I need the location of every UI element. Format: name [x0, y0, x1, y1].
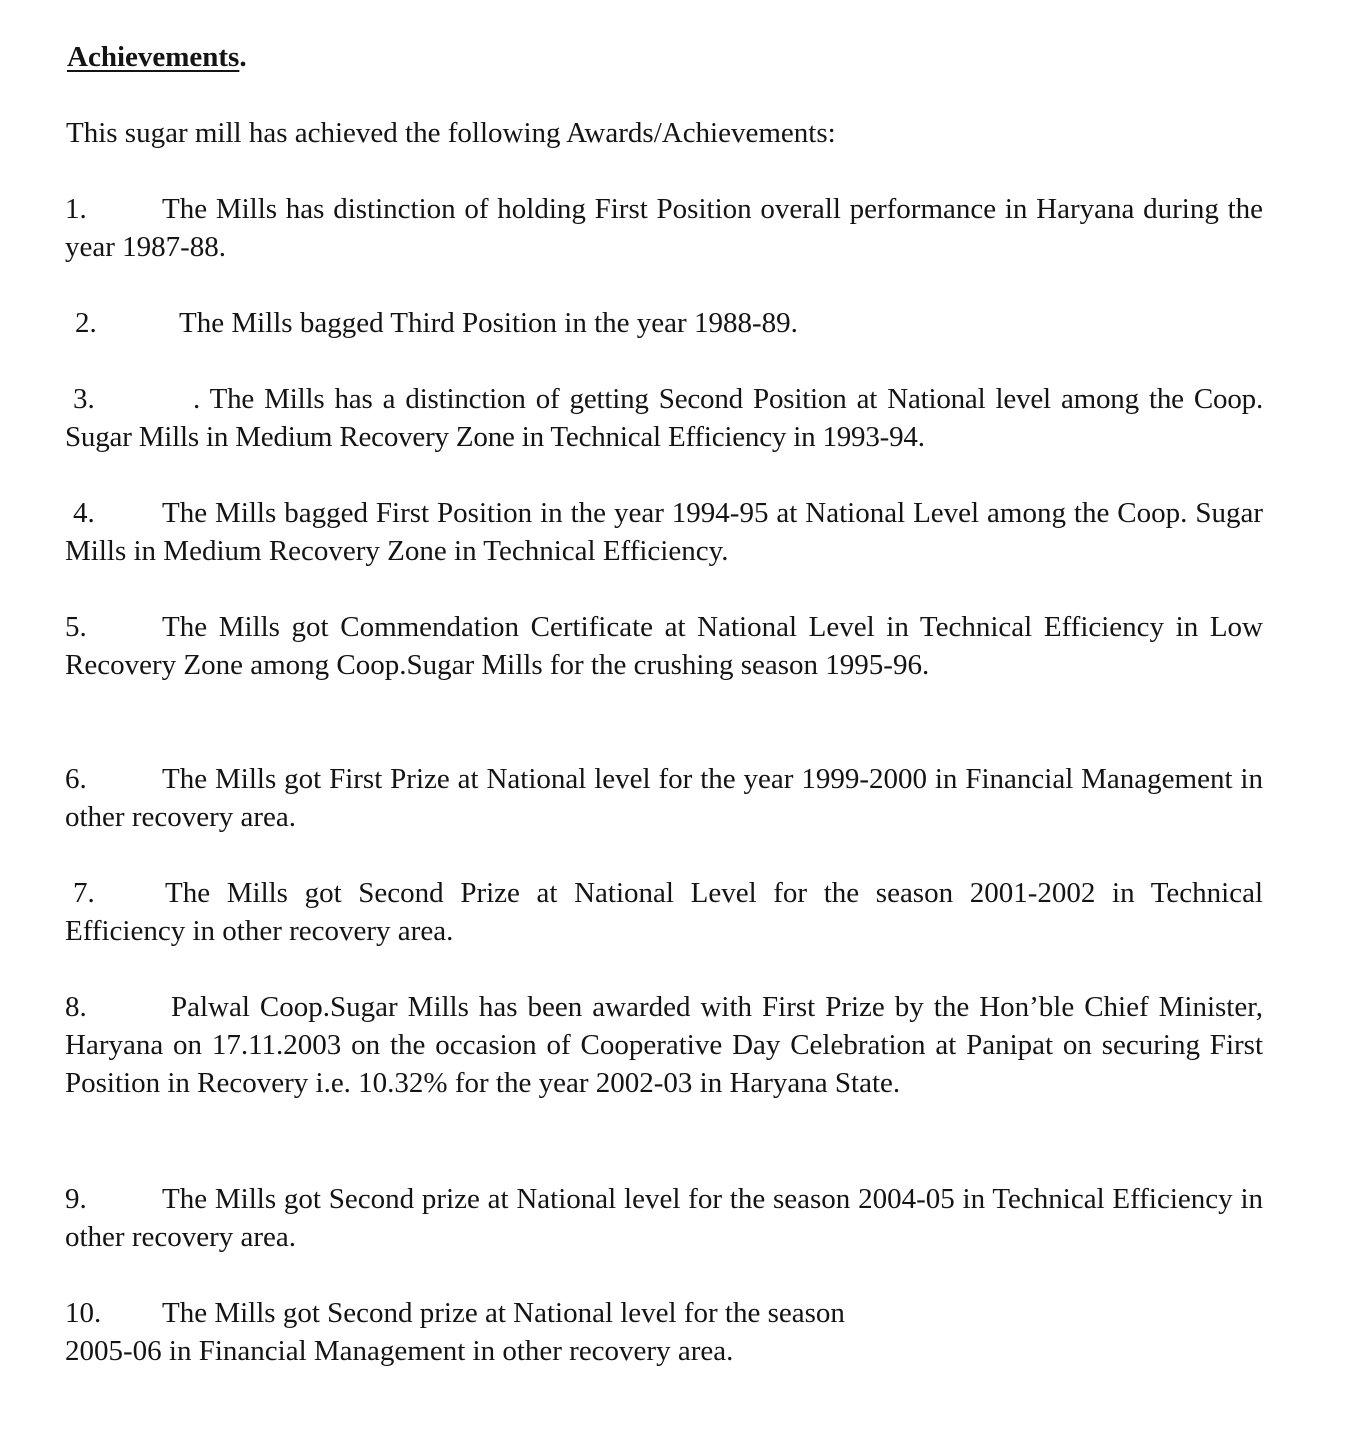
- item-number: 9.: [65, 1183, 87, 1215]
- achievement-item-8: [65, 988, 1263, 1102]
- heading-suffix: .: [239, 41, 247, 73]
- item-text: The Mills got Commendation Certificate at National Level in Technical Efficiency in Low Recovery Zone among Coop.Sugar Mills for the crushing season 1995-96.: [65, 611, 1263, 681]
- heading-title: Achievements: [67, 41, 240, 73]
- item-number: 7.: [73, 877, 95, 909]
- section-heading: [67, 38, 247, 76]
- item-text: The Mills got Second Prize at National Level for the season 2001-2002 in Technical Efficiency in other recovery area.: [65, 877, 1263, 947]
- achievement-item-1: [65, 190, 1263, 266]
- item-number: 6.: [65, 763, 87, 795]
- intro-paragraph: This sugar mill has achieved the following Awards/Achievements:: [66, 117, 836, 149]
- achievement-item-3: [65, 380, 1263, 456]
- item-text: Palwal Coop.Sugar Mills has been awarded with First Prize by the Hon’ble Chief Minister, Haryana on 17.11.2003 on the occasion of Cooperative Day Celebration at Panipat on securing First Position in Recovery i.e. 10.32% for the year 2002-03 in Haryana State.: [65, 991, 1263, 1099]
- item-number: 10.: [65, 1297, 102, 1329]
- achievement-item-9: [65, 1180, 1263, 1256]
- item-number: 1.: [65, 193, 87, 225]
- achievement-item-7: [65, 874, 1263, 950]
- item-number: 3.: [73, 383, 95, 415]
- item-text-line-1: The Mills got Second prize at National level for the season: [162, 1297, 845, 1329]
- achievement-item-2: [65, 304, 1263, 342]
- item-text: The Mills bagged Third Position in the year 1988-89.: [179, 307, 798, 339]
- item-text: The Mills got Second prize at National level for the season 2004-05 in Technical Efficiency in other recovery area.: [65, 1183, 1263, 1253]
- item-text: . The Mills has a distinction of getting Second Position at National level among the Coop. Sugar Mills in Medium Recovery Zone in Technical Efficiency in 1993-94.: [65, 383, 1263, 453]
- achievement-item-10: [65, 1294, 1263, 1370]
- item-text: The Mills has distinction of holding First Position overall performance in Haryana during the year 1987-88.: [65, 193, 1263, 263]
- item-number: 4.: [73, 497, 95, 529]
- achievement-item-4: [65, 494, 1263, 570]
- item-text: The Mills got First Prize at National level for the year 1999-2000 in Financial Management in other recovery area.: [65, 763, 1263, 833]
- item-number: 5.: [65, 611, 87, 643]
- item-text: The Mills bagged First Position in the year 1994-95 at National Level among the Coop. Sugar Mills in Medium Recovery Zone in Technical Efficiency.: [65, 497, 1263, 567]
- achievement-item-5: [65, 608, 1263, 684]
- item-text-line-2: 2005-06 in Financial Management in other recovery area.: [65, 1335, 734, 1367]
- item-number: 2.: [75, 307, 97, 339]
- achievement-item-6: [65, 760, 1263, 836]
- item-number: 8.: [65, 991, 87, 1023]
